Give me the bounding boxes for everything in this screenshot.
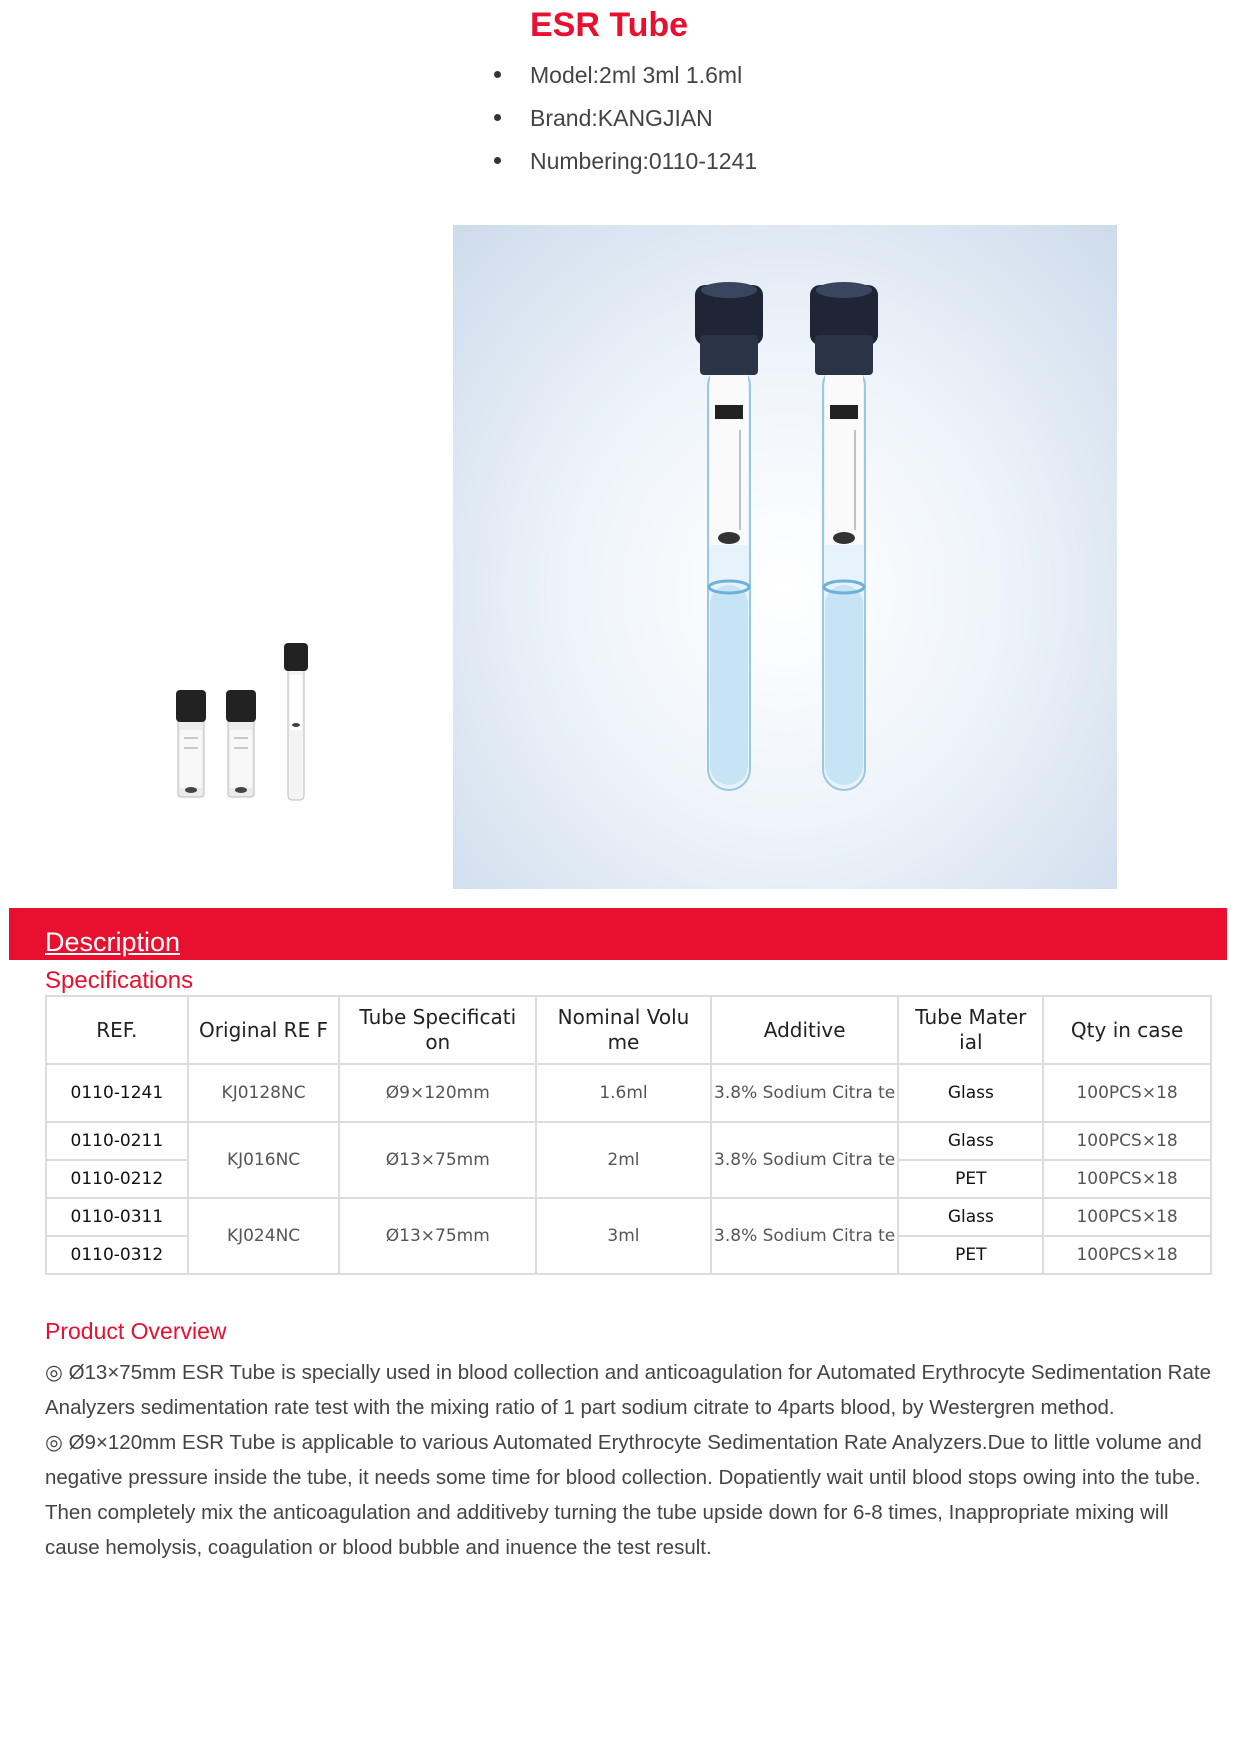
short-tube-2	[226, 690, 256, 797]
cell-original-ref: KJ0128NC	[188, 1064, 340, 1122]
table-header-row	[46, 996, 1211, 1064]
bullet-dot-icon	[494, 157, 501, 164]
bullet-dot-icon	[494, 114, 501, 121]
overview-paragraph-1: ◎ Ø13×75mm ESR Tube is specially used in blood collection and anticoagulation for Automated Erythrocyte Sedimentation Rate Analyzers sedimentation rate test with the mixing ratio of 1 part sodium citrate to 4parts blood, by Westergren method.	[45, 1361, 1211, 1419]
cell-additive: 3.8% Sodium Citra te	[711, 1064, 899, 1122]
cell-original-ref: KJ016NC	[188, 1122, 340, 1198]
page-title: ESR Tube	[530, 6, 689, 44]
brand-text: Brand:KANGJIAN	[530, 105, 713, 131]
header-nominal-volume: Nominal Volu me	[536, 996, 711, 1064]
cell-qty: 100PCS×18	[1043, 1236, 1211, 1274]
cell-material: Glass	[898, 1198, 1043, 1236]
small-product-photo	[160, 630, 340, 880]
description-heading: Description	[45, 927, 181, 957]
cell-volume: 1.6ml	[536, 1064, 711, 1122]
cell-additive: 3.8% Sodium Citra te	[711, 1122, 899, 1198]
cell-volume: 2ml	[536, 1122, 711, 1198]
cell-original-ref: KJ024NC	[188, 1198, 340, 1274]
description-banner	[9, 908, 1227, 960]
overview-heading: Product Overview	[45, 1318, 227, 1344]
header-tube-specification: Tube Specificati on	[339, 996, 536, 1064]
brand-item	[494, 99, 757, 142]
tube-left	[695, 282, 763, 790]
overview-text	[45, 1355, 1215, 1565]
table-row	[46, 1198, 1211, 1236]
table-row	[46, 1064, 1211, 1122]
numbering-item	[494, 142, 757, 185]
cell-qty: 100PCS×18	[1043, 1064, 1211, 1122]
cell-material: Glass	[898, 1064, 1043, 1122]
main-product-photo	[453, 225, 1117, 889]
cell-qty: 100PCS×18	[1043, 1160, 1211, 1198]
header-additive: Additive	[711, 996, 899, 1064]
cell-ref: 0110-0311	[46, 1198, 188, 1236]
model-item	[494, 56, 757, 99]
cell-ref: 0110-0211	[46, 1122, 188, 1160]
overview-paragraph-2: ◎ Ø9×120mm ESR Tube is applicable to various Automated Erythrocyte Sedimentation Rate Analyzers.Due to little volume and negative pressure inside the tube, it needs some time for blood collection. Dopatiently wait until blood stops owing into the tube. Then completely mix the anticoagulation and additiveby turning the tube upside down for 6-8 times, Inappropriate mixing will cause hemolysis, coagulation or blood bubble and inuence the test result.	[45, 1431, 1202, 1559]
cell-material: Glass	[898, 1122, 1043, 1160]
bullet-dot-icon	[494, 71, 501, 78]
cell-spec: Ø13×75mm	[339, 1198, 536, 1274]
short-tube-1	[176, 690, 206, 797]
cell-material: PET	[898, 1160, 1043, 1198]
product-info-list	[494, 56, 757, 185]
tubes-illustration	[453, 225, 1117, 889]
model-text: Model:2ml 3ml 1.6ml	[530, 62, 743, 88]
header-qty-in-case: Qty in case	[1043, 996, 1211, 1064]
long-tube	[284, 643, 308, 800]
cell-ref: 0110-0312	[46, 1236, 188, 1274]
table-row	[46, 1122, 1211, 1160]
cell-spec: Ø13×75mm	[339, 1122, 536, 1198]
cell-spec: Ø9×120mm	[339, 1064, 536, 1122]
header-tube-material: Tube Mater ial	[898, 996, 1043, 1064]
cell-volume: 3ml	[536, 1198, 711, 1274]
cell-qty: 100PCS×18	[1043, 1122, 1211, 1160]
specifications-heading: Specifications	[45, 967, 194, 994]
cell-additive: 3.8% Sodium Citra te	[711, 1198, 899, 1274]
specifications-table	[45, 995, 1212, 1275]
numbering-text: Numbering:0110-1241	[530, 148, 758, 174]
cell-qty: 100PCS×18	[1043, 1198, 1211, 1236]
cell-ref: 0110-1241	[46, 1064, 188, 1122]
cell-material: PET	[898, 1236, 1043, 1274]
header-ref: REF.	[46, 996, 188, 1064]
tube-right	[810, 282, 878, 790]
cell-ref: 0110-0212	[46, 1160, 188, 1198]
header-original-ref: Original RE F	[188, 996, 340, 1064]
